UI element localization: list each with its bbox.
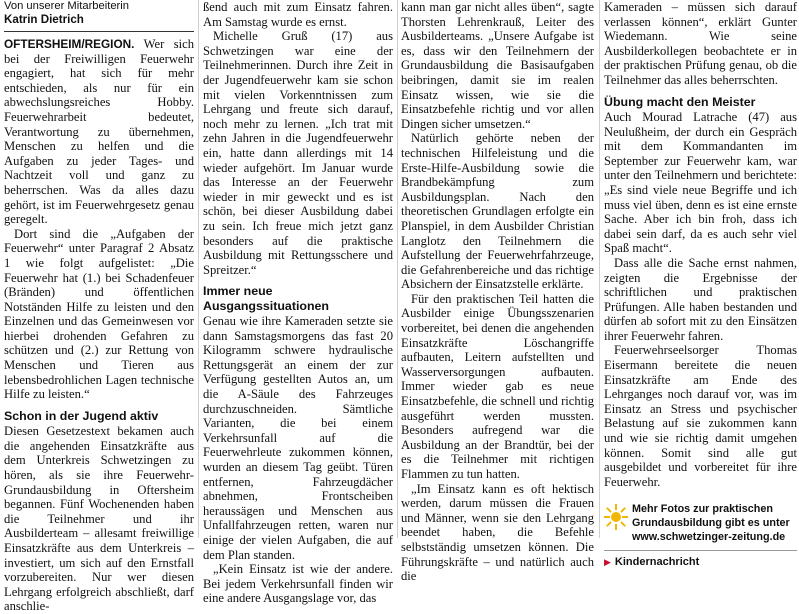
section-divider <box>604 550 797 551</box>
byline-prefix: Von unserer Mitarbeiterin <box>4 0 129 12</box>
column-rule <box>599 0 600 538</box>
column-rule <box>198 0 199 538</box>
body-paragraph: kann man gar nicht alles üben“, sagte Thorsten Lehrenkrauß, Leiter des Ausbilderteams. „Unsere Aufgabe ist es, dass wir den Teilnehmern der Grundausbildung die Basisaufgaben beibringen, damit sie im realen Einsatz wissen, wie sie die Einsatzbefehle richtig und vor allen Dingen sicher umsetzen.“ <box>401 0 594 131</box>
body-paragraph: ßend auch mit zum Einsatz fahren. Am Samstag wurde es ernst. <box>203 0 393 29</box>
article-column-2 <box>203 0 393 606</box>
subheading: Schon in der Jugend aktiv <box>4 408 159 423</box>
body-paragraph: Michelle Gruß (17) aus Schwetzingen war eine der Teilnehmerinnen. Durch ihre Zeit in der Jugendfeuerwehr kam sie schon mit vielen Vorkenntnissen zum Lehrgang und freute sich darauf, noch mehr zu lernen. „Ich trat mit zehn Jahren in die Jugendfeuerwehr ein, hatte dann allerdings mit 14 wieder aufgehört. Im Januar wurde das Interesse an der Feuerwehr wieder in mir geweckt und es ist schön, bei dieser Ausbildung dabei zu sein. Ich freue mich jetzt ganz besonders auf die praktische Ausbildung mit Rettungsschere und Spreitzer.“ <box>203 29 393 277</box>
next-article-link[interactable] <box>604 556 797 569</box>
subheading: Immer neue Ausgangssituationen <box>203 284 329 313</box>
photo-promo <box>604 503 797 544</box>
body-paragraph: Auch Mourad Latrache (47) aus Neulußheim, der durch ein Gespräch mit dem Kommandanten im September zur Feuerwehr kam, war unter den Teilnehmern und berichtete: „Es sind viele neue Begriffe und ich muss viel üben, denn es ist eine ernste Sache. Aber ich bin froh, dass ich dabei sein darf, da es auch sehr viel Spaß macht“. <box>604 109 797 256</box>
article-column-3 <box>401 0 594 584</box>
lead-paragraph <box>4 37 194 227</box>
promo-link[interactable]: www.schwetzinger-zeitung.de <box>632 530 786 543</box>
body-paragraph: „Kein Einsatz ist wie der andere. Bei jedem Verkehrsunfall finden wir eine andere Ausgangslage vor, das <box>203 562 393 606</box>
article-column-4 <box>604 0 797 569</box>
next-article-label: Kindernachricht <box>614 556 700 569</box>
sun-photo-icon <box>604 503 628 531</box>
body-paragraph: Für den praktischen Teil hatten die Ausbilder einige Übungsszenarien vorbereitet, bei denen die angehenden Einsatzkräfte Löschangriffe aufbauten, Leitern aufstellten und Wasserversorgungen aufbauten. Immer wieder gab es neue Einsatzbefehle, die schnell und richtig ausgeführt werden mussten. Besonders aufregend war die Ausbildung an der Brandtür, bei der es die Teilnehmer mit richtigen Flammen zu tun hatten. <box>401 291 594 481</box>
lead-text: Wer sich bei der Freiwilligen Feuerwehr engagiert, hat sich für mehr entschieden, als nur für ein abwechslungsreiches Hobby. Feuerwehrarbeit bedeutet, Verantwortung zu übernehmen, Menschen zu helfen und die Aufgaben zu jeder Tages- und Nachtzeit voll und ganz zu beherrschen. Was da alles dazu gehört, ist im Feuerwehrgesetz genau geregelt. <box>4 37 194 227</box>
body-paragraph: Diesen Gesetzestext bekamen auch die angehenden Einsatzkräfte aus dem Unterkreis Schwetzingen zu hören, als sie ihre Feuerwehr-Grundausbildung in Oftersheim begannen. Fünf Wochenenden haben die Teilnehmer und ihr Ausbilderteam – allesamt freiwillige Einsatzkräfte aus dem Unterkreis – investiert, um sich auf den Ernstfall vorzubereiten. Nur wer diesen Lehrgang erfolgreich abschließt, darf anschlie- <box>4 424 194 614</box>
triangle-right-icon: ▶ <box>604 557 611 568</box>
body-paragraph: Genau wie ihre Kameraden setzte sie dann Samstagsmorgens das fast 20 Kilogramm schwere hydraulische Rettungsgerät an einem der zur Verfügung gestellten Autos an, um die A-Säule des Fahrzeuges durchzuschneiden. Sämtliche Varianten, die bei einem Verkehrsunfall auf die Feuerwehrleute zukommen können, wurden an diesem Tag geübt. Türen entfernen, Fahrzeugdächer abnehmen, Frontscheiben heraussägen und Menschen aus Unfallfahrzeugen retten, waren nur einige der vielen Aufgaben, die auf dem Plan standen. <box>203 314 393 562</box>
body-paragraph: „Im Einsatz kann es oft hektisch werden, darum müssen die Frauen und Männer, wenn sie den Lehrgang beendet haben, die Befehle selbstständig umsetzen können. Die Führungskräfte – und natürlich auch die <box>401 481 594 584</box>
body-paragraph: Dass alle die Sache ernst nahmen, zeigten die Ergebnisse der schriftlichen und praktischen Prüfungen. Alle haben bestanden und dürfen ab sofort mit zu den Einsätzen ihrer Feuerwehr fahren. <box>604 255 797 343</box>
subheading: Übung macht den Meister <box>604 94 756 109</box>
promo-text-line: Grundausbildung gibt es unter <box>632 517 790 529</box>
promo-text-line: Mehr Fotos zur praktischen <box>632 503 773 516</box>
column-rule <box>397 0 398 538</box>
body-paragraph: Feuerwehrseelsorger Thomas Eisermann bereitete die neuen Einsatzkräfte am Ende des Lehrganges noch darauf vor, was im Einsatz an Stress und psychischer Belastung auf sie zukommen kann und wie sie richtig damit umgehen können. Somit sind alle gut ausgebildet und vorbereitet für ihre Feuerwehr. <box>604 343 797 489</box>
body-paragraph: Kameraden – müssen sich darauf verlassen können“, erklärt Gunter Wiedemann. Wie seine Ausbilderkollegen beobachtete er in der praktischen Prüfung genau, ob die Teilnehmer das alles beherrschten. <box>604 0 797 87</box>
body-paragraph: Natürlich gehörte neben der technischen Hilfeleistung und die Erste-Hilfe-Ausbildung sowie die Brandbekämpfung zum Ausbildungsplan. Nach den theoretischen Grundlagen erfolgte ein Planspiel, in dem Ausbilder Christian Langlotz den Teilnehmern die Aufstellung der Feuerwehrfahrzeuge, die Gefahrenbereiche und das richtige Absichern der Einsatzstelle erklärte. <box>401 131 594 292</box>
byline-divider <box>4 31 194 32</box>
dateline: OFTERSHEIM/REGION. <box>4 37 135 51</box>
article-column-1 <box>4 0 194 614</box>
byline-author: Katrin Dietrich <box>4 13 84 26</box>
body-paragraph: Dort sind die „Aufgaben der Feuerwehr“ unter Paragraf 2 Absatz 1 wie folgt aufgelistet: „Die Feuerwehr hat (1.) bei Schadenfeuer (Bränden) und öffentlichen Notständen Hilfe zu leisten und den Einzelnen und das Gemeinwesen vor hierbei drohenden Gefahren zu schützen und (2.) zur Rettung von Menschen und Tieren aus lebensbedrohlichen Lagen technische Hilfe zu leisten.“ <box>4 226 194 402</box>
